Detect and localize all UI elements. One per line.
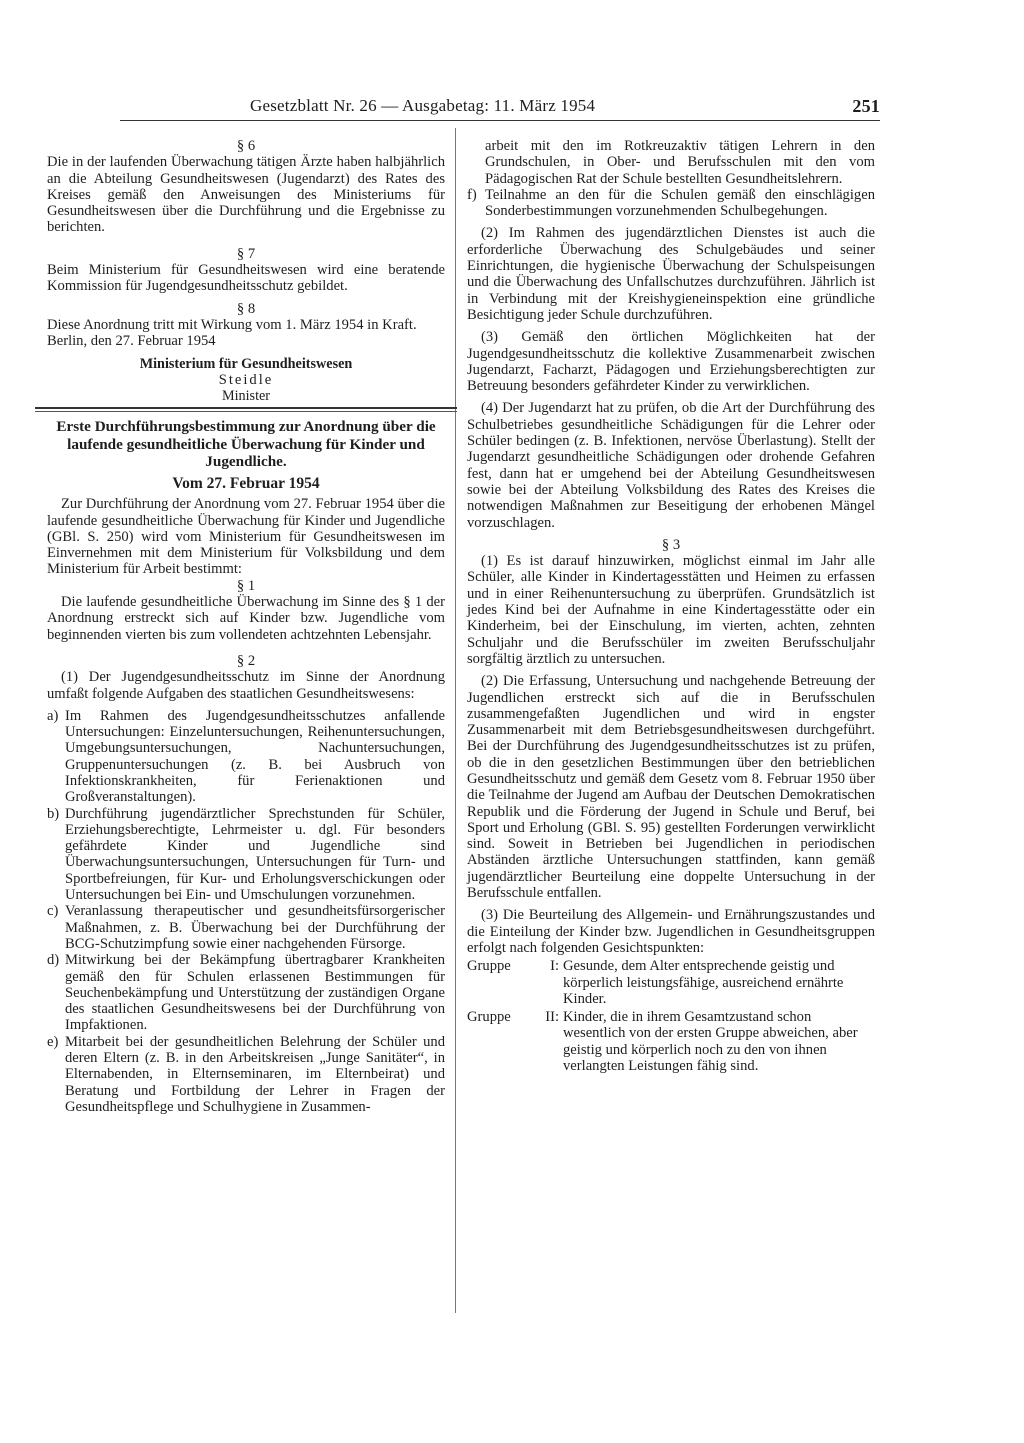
section-7-text: Beim Ministerium für Gesundheitswesen wird eine beratende Kommission für Jugendgesundheitsschutz gebildet. (47, 262, 445, 295)
left-column (47, 138, 445, 1115)
paragraph-4: (4) Der Jugendarzt hat zu prüfen, ob die Art der Durchführung des Schulbetriebes gesundheitliche Schädigungen für die Lehrer oder Schüler bedingen (z. B. Infektionen, nervöse Überlastung). Stellt der Jugendarzt gesundheitliche Schädigungen oder drohende Gefahren fest, dann hat er umgehend bei der Abteilung Gesundheitswesen sowie bei der Abteilung Volksbildung des Rates des Kreises die notwendigen Maßnahmen zur Beseitigung der erhobenen Mängel vorzuschlagen. (467, 400, 875, 531)
list-item (47, 952, 445, 1033)
signer-name: Steidle (218, 371, 274, 388)
list-label: f) (467, 186, 477, 203)
health-group-row (467, 958, 875, 1007)
section-7-heading: § 7 (236, 245, 256, 262)
section-3-heading: § 3 (661, 536, 681, 553)
list-text: arbeit mit den im Rotkreuzaktiv tätigen Lehrern in den Grundschulen, in Ober- und Berufsschulen mit den vom Pädagogischen Rat der Schule bestellten Gesundheitslehrern. (485, 138, 875, 187)
signer-title: Minister (221, 388, 271, 405)
regulation-title: Erste Durchführungsbestimmung zur Anordnung über die laufende gesundheitliche Überwachung für Kinder und Jugendliche. (56, 418, 436, 471)
double-rule (35, 407, 457, 412)
page-header (250, 92, 880, 120)
list-item (47, 806, 445, 904)
list-text: Mitwirkung bei der Bekämpfung übertragbarer Krankheiten gemäß den für Schulen erlassenen Bestimmungen für Seuchenbekämpfung und Unterstützung der zuständigen Organe des staatlichen Gesundheitswesens bei der Durchführung von Impfaktionen. (65, 952, 445, 1034)
section-3-paragraph-3: (3) Die Beurteilung des Allgemein- und Ernährungszustandes und die Einteilung der Kinder bzw. Jugendlichen in Gesundheitsgruppen erfolgt nach folgenden Gesichtspunkten: (467, 907, 875, 956)
section-2-heading: § 2 (236, 652, 256, 669)
section-8-heading: § 8 (236, 300, 256, 317)
list-label: c) (47, 903, 59, 920)
page-number: 251 (852, 96, 880, 116)
section-3-paragraph-1: (1) Es ist darauf hinzuwirken, möglichst einmal im Jahr alle Schüler, alle Kinder in Kindertagesstätten und Heimen zu erfassen und in einer Reihenuntersuchung zu überprüfen. Grundsätzlich ist jedes Kind bei der Aufnahme in eine Kindertagesstätte oder ein Kinderheim, bei der Einschulung, im vierten, achten, zehnten Schuljahr und die Berufsschüler im zweiten Berufsschuljahr sorgfältig ärztlich zu untersuchen. (467, 553, 875, 667)
list-label: a) (47, 707, 59, 724)
ministry-name: Ministerium für Gesundheitswesen (139, 355, 353, 372)
section-8-text: Diese Anordnung tritt mit Wirkung vom 1. März 1954 in Kraft. (47, 316, 417, 333)
section-2-intro: (1) Der Jugendgesundheitsschutz im Sinne der Anordnung umfaßt folgende Aufgaben des staatlichen Gesundheitswesens: (47, 669, 445, 702)
right-column (467, 138, 875, 1074)
group-text: Kinder, die in ihrem Gesamtzustand schon wesentlich von der ersten Gruppe abweichen, aber geistig und körperlich noch zu den von ihnen verlangten Leistungen fähig sind. (563, 1009, 858, 1075)
list-text: Im Rahmen des Jugendgesundheitsschutzes anfallende Untersuchungen: Einzeluntersuchungen, Reihenuntersuchungen, Umgebungsuntersuchungen, Nachuntersuchungen, Gruppenuntersuchungen (z. B. bei Ausbruch von Infektionskrankheiten, für Ferienaktionen und Großveranstaltungen). (65, 707, 445, 806)
group-word: Gruppe (467, 958, 511, 975)
list-text: Veranlassung therapeutischer und gesundheitsfürsorgerischer Maßnahmen, z. B. Überwachung bei der Durchführung der BCG-Schutzimpfung sowie einer nachgehenden Fürsorge. (65, 903, 445, 952)
list-text: Teilnahme an den für die Schulen gemäß den einschlägigen Sonderbestimmungen vorzunehmenden Schulbegehungen. (485, 186, 875, 220)
list-text: Durchführung jugendärztlicher Sprechstunden für Schüler, Erziehungsberechtigte, Lehrmeister u. dgl. Für besonders gefährdete Kinder und Jugendliche sind Überwachungsuntersuchungen, Untersuchungen für Turn- und Sportbefreiungen, für Kur- und Erholungsverschickungen oder Untersuchungen bei Ein- und Umschulungen vorzunehmen. (65, 805, 445, 904)
list-label: e) (47, 1033, 59, 1050)
section-6-text: Die in der laufenden Überwachung tätigen Ärzte haben halbjährlich an die Abteilung Gesundheitswesen (Jugendarzt) des Rates des Kreises gemäß den Anweisungen des Ministeriums für Gesundheitswesen über die Durchführung und die Ergebnisse zu berichten. (47, 154, 445, 236)
list-item (47, 903, 445, 952)
list-item-continued (467, 138, 875, 187)
group-number: I: (550, 958, 559, 975)
list-item (47, 1034, 445, 1115)
header-title: Gesetzblatt Nr. 26 — Ausgabetag: 11. März 1954 (250, 96, 596, 115)
place-date: Berlin, den 27. Februar 1954 (47, 333, 216, 350)
health-group-row (467, 1009, 875, 1074)
section-6-heading: § 6 (236, 138, 256, 154)
list-label: d) (47, 952, 60, 969)
group-word: Gruppe (467, 1009, 511, 1026)
list-text: Mitarbeit bei der gesundheitlichen Belehrung der Schüler und deren Eltern (z. B. in den Arbeitskreisen „Junge Sanitäter“, in Elternabenden, in Elternseminaren, im Elternbeirat) und Beratung und Fortbildung der Lehrer in Fragen der Gesundheitspflege und Schulhygiene in Zusammen- (65, 1033, 445, 1115)
list-item (47, 708, 445, 806)
section-1-heading: § 1 (236, 577, 256, 594)
paragraph-2: (2) Im Rahmen des jugendärztlichen Dienstes ist auch die erforderliche Überwachung des Schulgebäudes und seiner Einrichtungen, die hygienische Überwachung der Schulspeisungen und die Überwachung des Unfallschutzes durchzuführen. Jährlich ist in Verbindung mit der Kreishygieneinspektion eine gründliche Besichtigung jeder Schule durchzuführen. (467, 225, 875, 323)
section-3-paragraph-2: (2) Die Erfassung, Untersuchung und nachgehende Betreuung der Jugendlichen erstreckt sich auf die in Berufsschulen zusammengefaßten Jugendlichen und wird in engster Zusammenarbeit mit dem Betriebsgesundheitswesen durchgeführt. Bei der Durchführung des Jugendgesundheitsschutzes ist zu prüfen, ob die in den gesetzlichen Bestimmungen über den betrieblichen Gesundheitsschutz und gemäß dem Gesetz vom 8. Februar 1950 über die Teilnahme der Jugend am Aufbau der Deutschen Demokratischen Republik und die Förderung der Jugend in Schule und Beruf, bei Sport und Erholung (GBl. S. 95) gestellten Forderungen verwirklicht sind. Soweit in Betrieben bei Jugendlichen in periodischen Abständen ärztliche Untersuchungen stattfinden, kann gemäß jugendärztlicher Beurteilung eine doppelte Untersuchung in der Berufsschule entfallen. (467, 673, 875, 902)
paragraph-3: (3) Gemäß den örtlichen Möglichkeiten hat der Jugendgesundheitsschutz die kollektive Zusammenarbeit zwischen Jugendarzt, Facharzt, Pädagogen und Erziehungsberechtigten zur Betreuung besonders gefährdeter Kinder zu verwirklichen. (467, 329, 875, 395)
column-divider (455, 128, 456, 1313)
list-item (467, 187, 875, 220)
section-1-text: Die laufende gesundheitliche Überwachung im Sinne des § 1 der Anordnung erstreckt sich auf Kinder bzw. Jugendliche vom beginnenden vierten bis zum vollendeten achtzehnten Lebensjahr. (47, 594, 445, 643)
header-rule (120, 120, 880, 121)
regulation-date: Vom 27. Februar 1954 (172, 474, 320, 492)
group-number: II: (545, 1009, 559, 1026)
list-label: b) (47, 805, 60, 822)
group-text: Gesunde, dem Alter entsprechende geistig und körperlich leistungsfähige, ausreichend ernährte Kinder. (563, 958, 844, 1007)
intro-paragraph: Zur Durchführung der Anordnung vom 27. Februar 1954 über die laufende gesundheitliche Überwachung für Kinder und Jugendliche (GBl. S. 250) wird vom Ministerium für Gesundheitswesen im Einvernehmen mit dem Ministerium für Volksbildung und dem Ministerium für Arbeit bestimmt: (47, 496, 445, 578)
